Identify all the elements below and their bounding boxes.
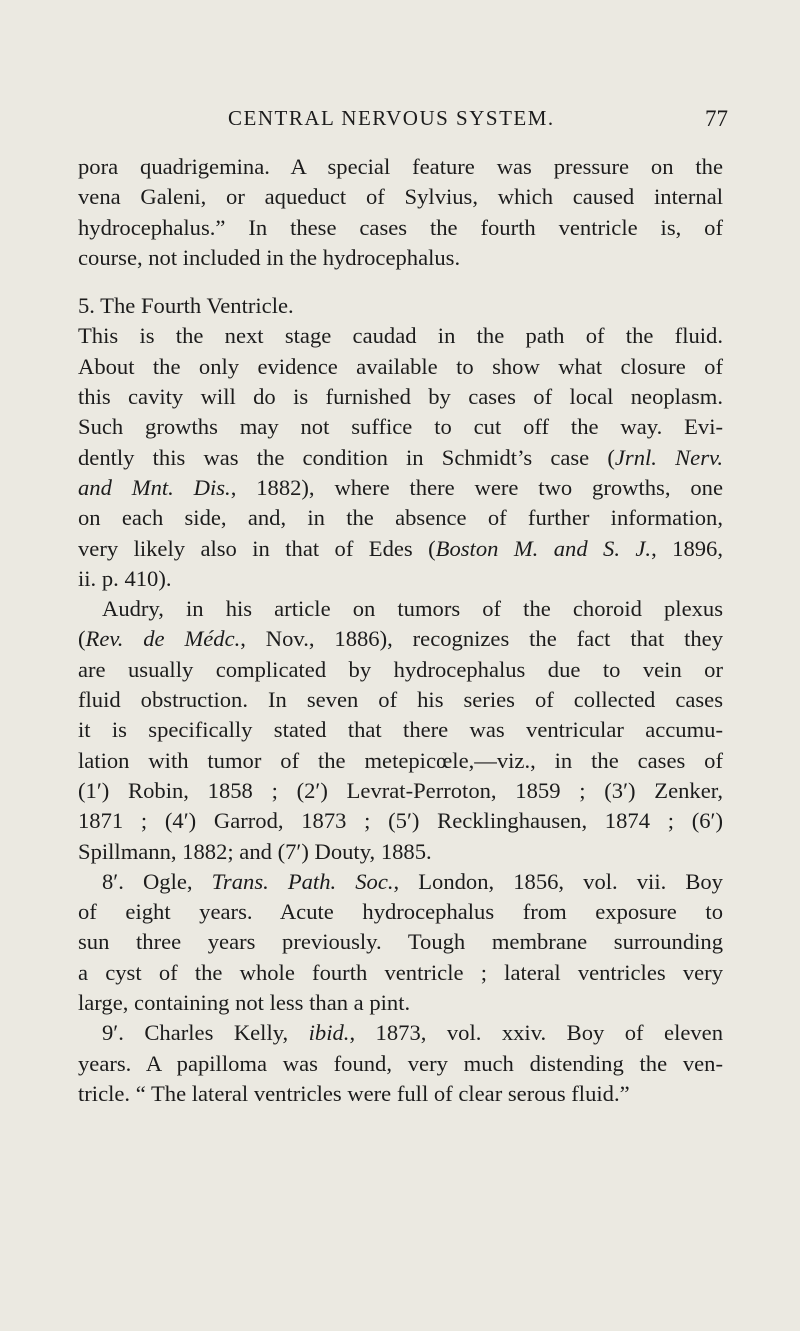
text-segment: , 1873, vol. xxiv. Boy of eleven [349, 1020, 723, 1046]
text-segment: fluid obstruction. In seven of his series of collected cases [78, 687, 723, 713]
text-line [78, 897, 723, 927]
text-segment: Spillmann, 1882; and (7′) Douty, 1885. [78, 838, 432, 864]
text-line [78, 443, 723, 473]
text-line [78, 352, 723, 382]
italic-citation: ibid. [308, 1020, 350, 1046]
text-segment: course, not included in the hydrocephalus. [78, 244, 461, 270]
text-line [78, 412, 723, 442]
text-segment: (1′) Robin, 1858 ; (2′) Levrat-Perroton, 1859 ; (3′) Zenker, [78, 777, 723, 803]
text-segment: , 1882), where there were two growths, one [230, 474, 723, 500]
text-line [78, 503, 723, 533]
text-line [78, 594, 723, 624]
text-segment: this cavity will do is furnished by cases of local neoplasm. [78, 384, 723, 410]
text-line [78, 321, 723, 351]
text-segment: on each side, and, in the absence of further information, [78, 505, 723, 531]
italic-citation: and Mnt. Dis. [78, 474, 231, 500]
text-line [78, 958, 723, 988]
page-header [78, 106, 728, 136]
text-segment: ii. p. 410). [78, 565, 172, 591]
text-segment: sun three years previously. Tough membrane surrounding [78, 929, 723, 955]
text-line [78, 776, 723, 806]
text-line [78, 624, 723, 654]
text-segment: a cyst of the whole fourth ventricle ; lateral ventricles very [78, 959, 723, 985]
text-segment: large, containing not less than a pint. [78, 990, 411, 1016]
text-line [78, 655, 723, 685]
body-text [78, 152, 723, 1109]
text-segment: lation with tumor of the metepicœle,—viz., in the cases of [78, 747, 723, 773]
text-line [78, 1049, 723, 1079]
text-segment: hydrocephalus.” In these cases the fourth ventricle is, of [78, 214, 723, 240]
text-segment: 1871 ; (4′) Garrod, 1873 ; (5′) Recklinghausen, 1874 ; (6′) [78, 808, 723, 834]
italic-citation: Rev. de Médc. [85, 626, 241, 652]
text-segment: 8′. Ogle, [102, 868, 212, 894]
text-segment: tricle. “ The lateral ventricles were full of clear serous fluid.” [78, 1080, 630, 1106]
text-line [78, 473, 723, 503]
text-segment: are usually complicated by hydrocephalus due to vein or [78, 656, 723, 682]
text-segment: vena Galeni, or aqueduct of Sylvius, which caused internal [78, 184, 723, 210]
text-segment: ( [78, 626, 86, 652]
text-line [78, 382, 723, 412]
text-segment: Such growths may not suffice to cut off the way. Evi- [78, 414, 723, 440]
text-line [78, 534, 723, 564]
text-segment: dently this was the condition in Schmidt’s case ( [78, 444, 615, 470]
text-line [78, 867, 723, 897]
text-segment: , 1896, [651, 535, 723, 561]
text-segment: years. A papilloma was found, very much distending the ven- [78, 1050, 723, 1076]
text-segment: of eight years. Acute hydrocephalus from exposure to [78, 899, 723, 925]
text-segment: , London, 1856, vol. vii. Boy [393, 868, 723, 894]
italic-citation: Boston M. and S. J. [435, 535, 652, 561]
text-line [78, 243, 723, 273]
text-segment: About the only evidence available to show what closure of [78, 353, 723, 379]
text-segment: pora quadrigemina. A special feature was pressure on the [78, 154, 723, 179]
text-line [78, 1018, 723, 1048]
text-segment: This is the next stage caudad in the path of the fluid. [78, 323, 723, 349]
text-line [78, 291, 723, 321]
text-segment: 5. The Fourth Ventricle. [78, 293, 294, 319]
italic-citation: Jrnl. Nerv. [614, 444, 723, 470]
italic-citation: Trans. Path. Soc. [211, 868, 394, 894]
text-segment: 9′. Charles Kelly, [102, 1020, 309, 1046]
text-segment: Audry, in his article on tumors of the choroid plexus [102, 596, 723, 622]
text-line [78, 746, 723, 776]
text-line [78, 806, 723, 836]
text-line [78, 927, 723, 957]
text-line [78, 837, 723, 867]
text-line [78, 152, 723, 182]
text-line [78, 988, 723, 1018]
text-line [78, 1079, 723, 1109]
text-line [78, 564, 723, 594]
text-line [78, 715, 723, 745]
paragraph-gap [78, 273, 723, 291]
page-number: 77 [705, 106, 728, 131]
text-segment: , Nov., 1886), recognizes the fact that they [240, 626, 723, 652]
text-line [78, 182, 723, 212]
text-line [78, 213, 723, 243]
running-title: CENTRAL NERVOUS SYSTEM. [228, 106, 555, 130]
text-segment: very likely also in that of Edes ( [78, 535, 436, 561]
text-segment: it is specifically stated that there was ventricular accumu- [78, 717, 723, 743]
text-line [78, 685, 723, 715]
